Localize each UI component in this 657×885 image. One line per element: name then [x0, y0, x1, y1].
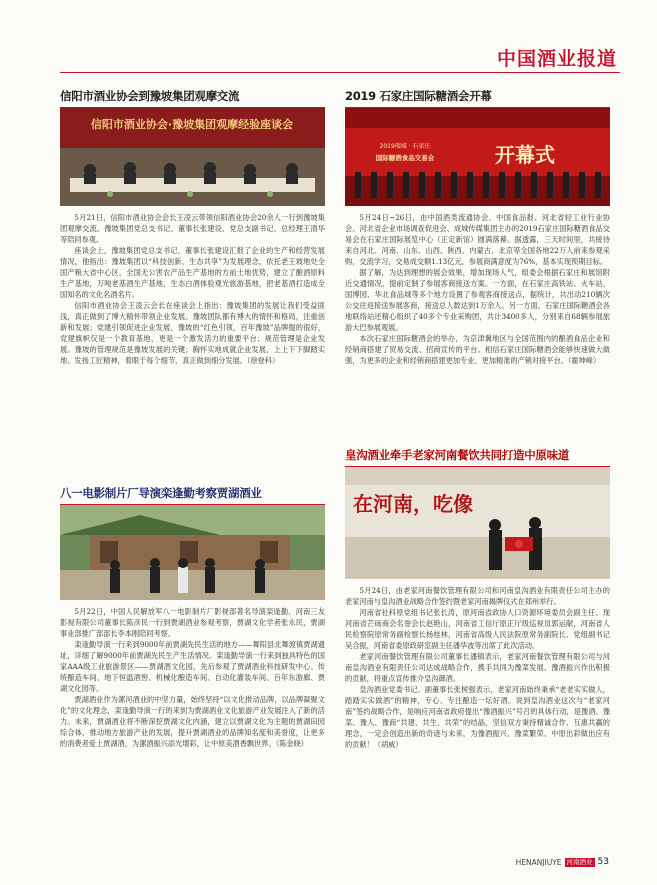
article-3-body	[60, 606, 325, 749]
section-title: 中国酒业报道	[496, 48, 617, 70]
article-1-body	[60, 212, 325, 366]
article-4-photo-text: 在河南，吃像	[353, 492, 473, 516]
footer-brand: HENANJIUYE	[515, 857, 562, 867]
article-3-paragraph: 贾湖酒业作为漯河酒业的中坚力量，始终坚持“以文化推动品牌，以品牌凝聚文化”的文化理念，栾逢勤导演一行的来到为贾湖酒业文化旅游产业发展注入了新的活力。未来，贾湖酒业将不断深挖贾湖文化内涵，建立以贾湖文化为主题的贾湖田园综合体，推动地方旅游产业的发展，提升贾湖酒业的品牌知名度和美誉度，让更多的消费者爱上贾湖酒，为漯酒振兴添光增彩，让中原美酒香飘世界。（陈金晓）	[60, 695, 325, 748]
article-1-photo	[60, 108, 325, 206]
article-2-paragraph: 本次石家庄国际糖酒会的举办，为京津冀地区与全国范围内的酿酒食品企业和经销商搭建了贸易交流、招商宣传的平台。相信石家庄国际糖酒会能够快速做大做强，为更多的企业和经销商搭建更加专业、更加精准的产销对接平台。（霍坤峰）	[345, 334, 610, 365]
article-4-paragraph: 老家河南餐饮管理有限公司董事长潘镇表示，老家河南餐饮管理有限公司与河南皇沟酒业有限责任公司达成战略合作，携手共同为豫菜发展、豫酒振兴作出积极的贡献，将重点宣传推介皇沟御酒。	[345, 652, 610, 683]
article-2-screen-line2: 国际糖酒食品交易会	[375, 154, 435, 162]
article-2-photo	[345, 108, 610, 206]
article-3-photo	[60, 505, 325, 600]
article-2-headline: 2019 石家庄国际糖酒会开幕	[345, 88, 610, 108]
article-4-headline: 皇沟酒业牵手老家河南餐饮共同打造中原味道	[345, 447, 610, 467]
article-3-paragraph: 5月22日，中国人民解放军八一电影制片厂影视部著名导演栾逢勤、河南三友影视有限公司董事长陈彦民一行到贾湖酒业参观考察，贾湖文化学者张永民，贾湖事业部推广部部长李本刚陪同考察。	[60, 607, 325, 638]
article-2-screen-line1: 2019瑞城 · 石家庄	[379, 143, 431, 150]
article-4-paragraph: 河南省社科原党组书记张长涛，原河南省政协人口资源环境委员会副主任、现河南省芒砀商会名誉会长赵艳山，河南省工信厅原正厅级巡视员郭运献，河南省人民检察院原常务副检察长杨桂林，河南省高级人民法院原常务副院长、党组副书记吴合振，河南省委原政研室副主任潘华波等出席了此次活动。	[345, 608, 610, 650]
article-1-paragraph: 座谈会上，豫坡集团党总支书记、董事长张建设汇报了企业的生产和经营发展情况，他指出：豫坡集团以“科技创新、生态共享”为发展理念，依托老王坡地处全国产粮大省中心区，全国无公害农产品生产基地的方前土地优势，建立了酿酒原料生产基地，万吨老基酒生产基地，生态白酒体验观光旅游基地，把老基酒打造成全国知名的文化名酒名片。	[60, 246, 325, 299]
article-1-paragraph: 5月21日，信阳市酒业协会会长王凌云带领信阳酒业协会20余人一行到豫坡集团观摩交流。豫坡集团党总支书记、董事长张建设、党总支副书记、总经理王清华等陪同参观。	[60, 213, 325, 244]
article-2-paragraph: 据了解，为达到理想的展会效果，增加现场人气，组委会根据石家庄和展馆附近交通情况，提前定制了参展客商接送方案。一方面，在石家庄高铁站、火车站、国博园、华北食品城等多个地方设置了参观客商接送点，据统计，共出动210辆次公交往返接送参展客商，接送总人数达到1万余人。另一方面，石家庄国际糖酒会各地联络站还精心组织了40多个专业采购团，共计3400多人，分别来自68辆参展旅游大巴参展观展。	[345, 268, 610, 332]
title-divider	[60, 72, 620, 73]
article-4-photo	[345, 467, 610, 579]
article-1-headline: 信阳市酒业协会到豫坡集团观摩交流	[60, 88, 325, 108]
page-number: 53	[597, 857, 609, 867]
article-1-paragraph: 信阳市酒业协会王凌云会长在座谈会上指出：豫坡集团的发展让我们受益匪浅，真正做到了博大精怀带领企业发展。豫坡团队都有博大的情怀和格局，注重创新和发展；党建引领促进企业发展、豫坡的“红色引领，百年豫坡”品牌提的很好，党建旗帜仅是一个教育基地，更是一个激发活力的重要平台；规范管理是企业发展。豫坡的管理规范是豫坡发展的关键；胸怀实地成就企业发展，上上下下脚踏实地、发扬工匠精神，着眼于每个细节，真正做到细分发展。（徐登科）	[60, 301, 325, 365]
article-2-body	[345, 212, 610, 366]
article-1-banner-text: 信阳市酒业协会·豫坡集团观摩经验座谈会	[90, 118, 294, 131]
footer-badge: 河南酒业	[566, 857, 593, 866]
article-2-paragraph: 5月24日~26日，由中国酒类流通协会、中国食品报、河北省轻工业行业协会、河北省企业市场调查促进会、成城传媒集团主办的2019石家庄国际糖酒食品交易会在石家庄国际展览中心（正定新馆）圆满落幕。据透露，三天时间里，共接待来自河北、河南、山东、山西、陕西、内蒙古、北京等全国各地22万人前来参观采购，交流学习，交易成交额1.13亿元，参展商满意度为76%，基本实现预期目标。	[345, 213, 610, 266]
article-3-headline: 八一电影制片厂导演栾逢勤考察贾湖酒业	[60, 485, 325, 505]
page-footer	[516, 857, 609, 867]
article-4-paragraph: 皇沟酒业党委书记、副董事长张树强表示，老家河南始终秉承“老老实实做人，踏踏实实做酒”的精神，专心、专注酿造一坛好酒。说到皇沟酒业这次与“老家河南”签约战略合作，是响应河南省政府提出“豫酒振兴”号召的具体行动，是豫酒、豫菜、豫人、豫商“共建、共生、共荣”的结晶，坚信双方秉持精诚合作、互惠共赢的理念，一定会创造出新的奇迹与未来，为豫酒振兴、豫菜繁荣、中原出彩做出应有的贡献！（胡威）	[345, 685, 610, 749]
article-4-body	[345, 585, 610, 750]
article-3-paragraph: 栾逢勤导演一行来到9000年前贾湖先民生活的地方——舞阳县北舞渡镇贾湖遗址，详细了解9000年前贾湖先民生产生活情况。栾逢勤导演一行来到独具特色的国家AAA级工业旅游景区——贾湖酒文化园，先后参观了贾湖酒业科技研发中心、传统酿造车间、地下恒温酒窖、机械化酿造车间、自动化灌装车间、百年东游廊、贾湖文化园等。	[60, 640, 325, 693]
article-2-screen-line3: 开幕式	[495, 143, 555, 167]
article-4-paragraph: 5月24日，由老家河南餐饮管理有限公司和河南皇沟酒业有限责任公司主办的老家河南与皇沟酒业战略合作签约暨老家河南揭牌仪式在郑州举行。	[345, 586, 610, 606]
